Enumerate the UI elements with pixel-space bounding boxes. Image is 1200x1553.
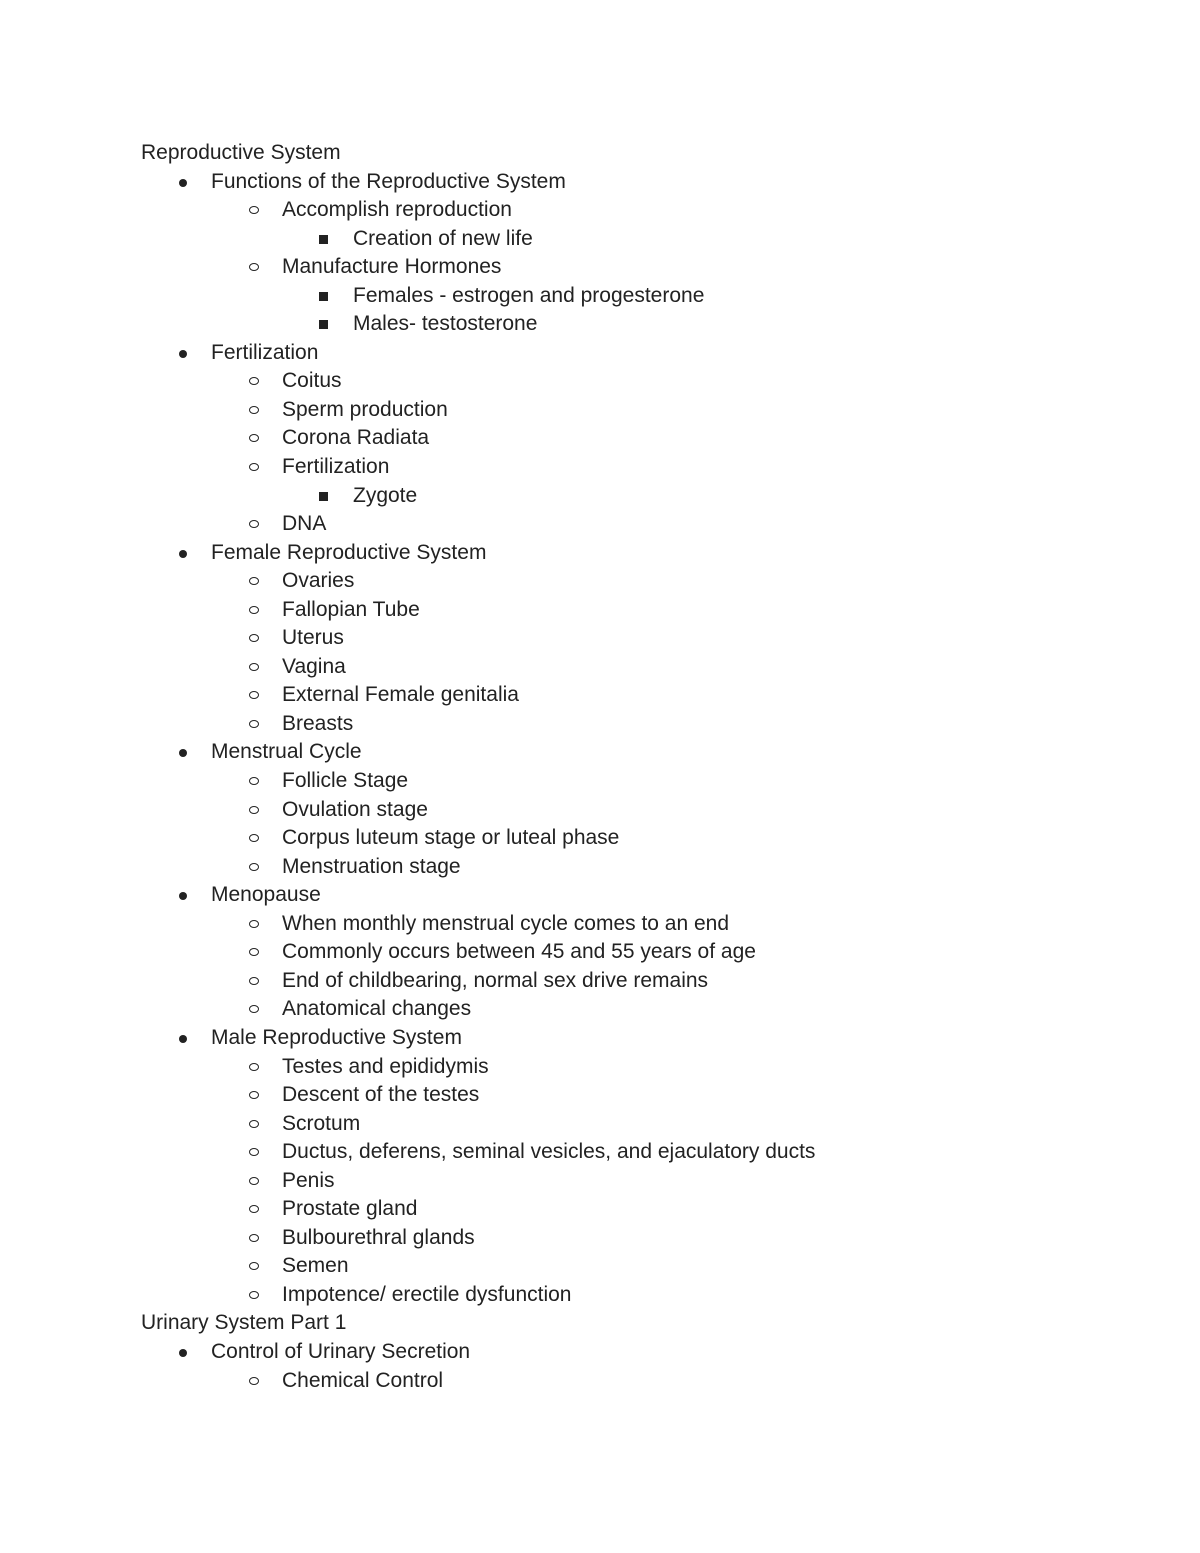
list-item <box>0 453 1200 482</box>
list-item-text: Creation of new life <box>353 226 533 250</box>
list-item-text: Prostate gland <box>282 1197 418 1221</box>
hollow-circle-bullet-icon <box>249 863 259 871</box>
list-item <box>0 1252 1200 1281</box>
list-item <box>0 1281 1200 1310</box>
hollow-circle-bullet-icon <box>249 634 259 642</box>
list-item <box>0 995 1200 1024</box>
list-item-text: Male Reproductive System <box>211 1025 462 1049</box>
list-item-text: Penis <box>282 1168 335 1192</box>
list-item <box>0 796 1200 825</box>
list-item-text: Semen <box>282 1254 349 1278</box>
list-item <box>0 767 1200 796</box>
list-item-text: Commonly occurs between 45 and 55 years of age <box>282 940 756 964</box>
list-item-text: Scrotum <box>282 1111 361 1135</box>
list-item <box>0 482 1200 511</box>
list-item-text: Uterus <box>282 626 344 650</box>
list-item-text: Descent of the testes <box>282 1083 480 1107</box>
list-item-text: Corpus luteum stage or luteal phase <box>282 826 620 850</box>
list-item <box>0 653 1200 682</box>
list-item-text: DNA <box>282 512 327 536</box>
section-heading <box>0 1309 1200 1338</box>
list-item <box>0 253 1200 282</box>
list-item <box>0 1224 1200 1253</box>
list-item-text: Testes and epididymis <box>282 1054 489 1078</box>
hollow-circle-bullet-icon <box>249 663 259 671</box>
list-item <box>0 396 1200 425</box>
list-item-text: Fertilization <box>282 455 390 479</box>
list-item <box>0 881 1200 910</box>
list-item-text: Menopause <box>211 883 321 907</box>
filled-circle-bullet-icon <box>179 749 187 757</box>
hollow-circle-bullet-icon <box>249 1205 259 1213</box>
list-item-text: Ovaries <box>282 569 355 593</box>
hollow-circle-bullet-icon <box>249 463 259 471</box>
list-item-text: Bulbourethral glands <box>282 1225 475 1249</box>
hollow-circle-bullet-icon <box>249 691 259 699</box>
list-item <box>0 510 1200 539</box>
list-item <box>0 681 1200 710</box>
list-item-text: Chemical Control <box>282 1368 444 1392</box>
list-item-text: End of childbearing, normal sex drive remains <box>282 968 709 992</box>
list-item <box>0 339 1200 368</box>
list-item-text: Functions of the Reproductive System <box>211 169 566 193</box>
hollow-circle-bullet-icon <box>249 1148 259 1156</box>
hollow-circle-bullet-icon <box>249 377 259 385</box>
list-item-text: Ductus, deferens, seminal vesicles, and ejaculatory ducts <box>282 1140 816 1164</box>
hollow-circle-bullet-icon <box>249 920 259 928</box>
list-item-text: Female Reproductive System <box>211 540 487 564</box>
filled-circle-bullet-icon <box>179 1349 187 1357</box>
list-item-text: Menstruation stage <box>282 854 461 878</box>
filled-circle-bullet-icon <box>179 550 187 558</box>
hollow-circle-bullet-icon <box>249 434 259 442</box>
hollow-circle-bullet-icon <box>249 806 259 814</box>
hollow-circle-bullet-icon <box>249 1177 259 1185</box>
square-bullet-icon <box>319 320 328 329</box>
list-item-text: External Female genitalia <box>282 683 519 707</box>
hollow-circle-bullet-icon <box>249 1291 259 1299</box>
hollow-circle-bullet-icon <box>249 206 259 214</box>
hollow-circle-bullet-icon <box>249 606 259 614</box>
list-item-text: Zygote <box>353 483 418 507</box>
document-body <box>0 139 1200 1395</box>
list-item <box>0 1110 1200 1139</box>
list-item <box>0 1138 1200 1167</box>
hollow-circle-bullet-icon <box>249 1120 259 1128</box>
list-item <box>0 596 1200 625</box>
list-item <box>0 1053 1200 1082</box>
list-item-text: Sperm production <box>282 397 448 421</box>
list-item-text: Breasts <box>282 711 354 735</box>
list-item-text: Corona Radiata <box>282 426 430 450</box>
list-item <box>0 282 1200 311</box>
list-item <box>0 1024 1200 1053</box>
list-item-text: Females - estrogen and progesterone <box>353 283 705 307</box>
list-item <box>0 1167 1200 1196</box>
hollow-circle-bullet-icon <box>249 1234 259 1242</box>
list-item <box>0 1195 1200 1224</box>
list-item <box>0 910 1200 939</box>
hollow-circle-bullet-icon <box>249 1091 259 1099</box>
square-bullet-icon <box>319 492 328 501</box>
list-item <box>0 1338 1200 1367</box>
hollow-circle-bullet-icon <box>249 720 259 728</box>
hollow-circle-bullet-icon <box>249 1005 259 1013</box>
list-item-text: Males- testosterone <box>353 312 538 336</box>
hollow-circle-bullet-icon <box>249 977 259 985</box>
list-item-text: Menstrual Cycle <box>211 740 362 764</box>
list-item-text: Fallopian Tube <box>282 597 420 621</box>
list-item-text: Fertilization <box>211 340 319 364</box>
filled-circle-bullet-icon <box>179 350 187 358</box>
list-item-text: Accomplish reproduction <box>282 198 512 222</box>
hollow-circle-bullet-icon <box>249 520 259 528</box>
list-item <box>0 310 1200 339</box>
hollow-circle-bullet-icon <box>249 777 259 785</box>
list-item <box>0 967 1200 996</box>
hollow-circle-bullet-icon <box>249 263 259 271</box>
hollow-circle-bullet-icon <box>249 948 259 956</box>
list-item <box>0 168 1200 197</box>
list-item-text: When monthly menstrual cycle comes to an end <box>282 911 730 935</box>
hollow-circle-bullet-icon <box>249 834 259 842</box>
hollow-circle-bullet-icon <box>249 577 259 585</box>
list-item-text: Follicle Stage <box>282 769 409 793</box>
list-item <box>0 624 1200 653</box>
list-item-text: Manufacture Hormones <box>282 255 502 279</box>
list-item <box>0 424 1200 453</box>
list-item-text: Anatomical changes <box>282 997 472 1021</box>
list-item <box>0 567 1200 596</box>
list-item-text: Ovulation stage <box>282 797 428 821</box>
filled-circle-bullet-icon <box>179 179 187 187</box>
list-item <box>0 824 1200 853</box>
filled-circle-bullet-icon <box>179 892 187 900</box>
list-item-text: Impotence/ erectile dysfunction <box>282 1282 572 1306</box>
list-item-text: Control of Urinary Secretion <box>211 1339 471 1363</box>
square-bullet-icon <box>319 292 328 301</box>
section-heading-text: Urinary System Part 1 <box>141 1311 347 1335</box>
list-item <box>0 710 1200 739</box>
list-item <box>0 196 1200 225</box>
list-item-text: Coitus <box>282 369 342 393</box>
list-item <box>0 853 1200 882</box>
list-item <box>0 225 1200 254</box>
list-item <box>0 938 1200 967</box>
hollow-circle-bullet-icon <box>249 1377 259 1385</box>
hollow-circle-bullet-icon <box>249 1063 259 1071</box>
list-item <box>0 1081 1200 1110</box>
filled-circle-bullet-icon <box>179 1035 187 1043</box>
list-item <box>0 539 1200 568</box>
list-item <box>0 738 1200 767</box>
hollow-circle-bullet-icon <box>249 406 259 414</box>
section-heading-text: Reproductive System <box>141 141 341 164</box>
list-item <box>0 367 1200 396</box>
section-heading <box>0 139 1200 168</box>
list-item <box>0 1367 1200 1396</box>
square-bullet-icon <box>319 235 328 244</box>
list-item-text: Vagina <box>282 654 346 678</box>
hollow-circle-bullet-icon <box>249 1262 259 1270</box>
